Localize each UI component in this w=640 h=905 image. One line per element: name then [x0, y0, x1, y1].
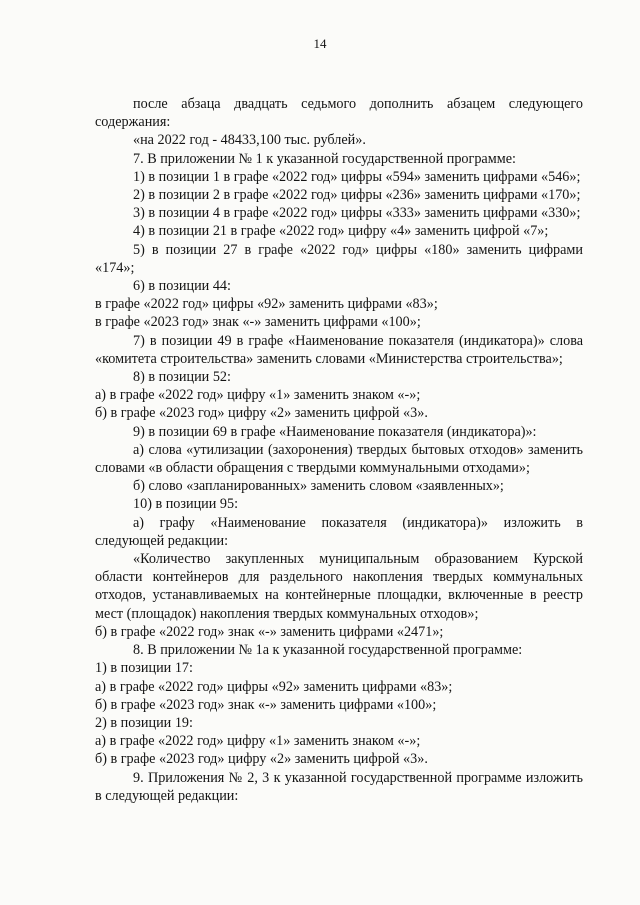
paragraph: 4) в позиции 21 в графе «2022 год» цифру «4» заменить цифрой «7»; — [133, 223, 549, 240]
page-number: 14 — [313, 36, 327, 51]
paragraph: в графе «2022 год» цифры «92» заменить цифрами «83»; — [95, 296, 438, 313]
paragraph: 8) в позиции 52: — [133, 369, 231, 386]
paragraph: «на 2022 год - 48433,100 тыс. рублей». — [133, 132, 366, 149]
paragraph: 10) в позиции 95: — [133, 496, 239, 513]
paragraph: 1) в позиции 1 в графе «2022 год» цифры «594» заменить цифрами «546»; — [133, 168, 581, 185]
paragraph: а) в графе «2022 год» цифры «92» заменить цифрами «83»; — [95, 678, 453, 695]
paragraph: 7. В приложении № 1 к указанной государственной программе: — [133, 150, 516, 167]
document-body — [95, 95, 583, 805]
paragraph: б) в графе «2023 год» цифру «2» заменить цифрой «3». — [95, 405, 428, 422]
paragraph: после абзаца двадцать седьмого дополнить абзацем следующего содержания: — [95, 96, 583, 131]
paragraph: 7) в позиции 49 в графе «Наименование показателя (индикатора)» слова «комитета строительства» заменить словами «Министерства строительства»; — [95, 332, 583, 367]
paragraph: б) в графе «2022 год» знак «-» заменить цифрами «2471»; — [95, 623, 444, 640]
paragraph: 5) в позиции 27 в графе «2022 год» цифры «180» заменить цифрами «174»; — [95, 241, 583, 276]
paragraph: а) графу «Наименование показателя (индикатора)» изложить в следующей редакции: — [95, 514, 583, 549]
paragraph: б) в графе «2023 год» цифру «2» заменить цифрой «3». — [95, 751, 428, 768]
paragraph: 2) в позиции 2 в графе «2022 год» цифры «236» заменить цифрами «170»; — [133, 187, 581, 204]
paragraph: 9) в позиции 69 в графе «Наименование показателя (индикатора)»: — [133, 423, 537, 440]
paragraph: 2) в позиции 19: — [95, 714, 193, 731]
paragraph: 6) в позиции 44: — [133, 278, 231, 295]
paragraph: б) в графе «2023 год» знак «-» заменить цифрами «100»; — [95, 696, 437, 713]
paragraph: 8. В приложении № 1а к указанной государственной программе: — [133, 642, 523, 659]
paragraph: б) слово «запланированных» заменить словом «заявленных»; — [133, 478, 504, 495]
paragraph: 3) в позиции 4 в графе «2022 год» цифры «333» заменить цифрами «330»; — [133, 205, 581, 222]
paragraph: в графе «2023 год» знак «-» заменить цифрами «100»; — [95, 314, 421, 331]
paragraph: «Количество закупленных муниципальным образованием Курской области контейнеров для раздельного накопления твердых коммунальных отходов, устанавливаемых на контейнерные площадки, включенные в реестр мест (площадок) накопления твердых коммунальных отходов»; — [95, 551, 583, 622]
paragraph: 9. Приложения № 2, 3 к указанной государственной программе изложить в следующей редакции: — [95, 769, 583, 804]
paragraph: а) слова «утилизации (захоронения) твердых бытовых отходов» заменить словами «в области обращения с твердыми коммунальными отходами»; — [95, 441, 583, 477]
paragraph: 1) в позиции 17: — [95, 660, 193, 677]
paragraph: а) в графе «2022 год» цифру «1» заменить знаком «-»; — [95, 733, 421, 750]
paragraph: а) в графе «2022 год» цифру «1» заменить знаком «-»; — [95, 387, 421, 404]
